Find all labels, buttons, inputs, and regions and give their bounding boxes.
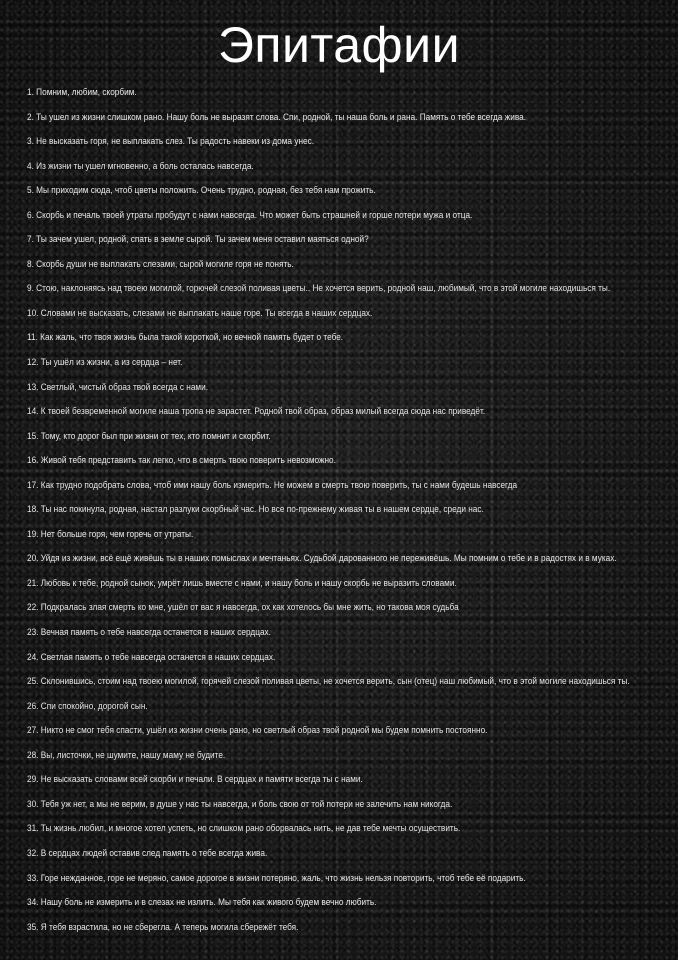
epitaph-item: 1. Помним, любим, скорбим. (27, 87, 137, 98)
epitaph-item: 12. Ты ушёл из жизни, а из сердца – нет. (27, 357, 183, 369)
epitaph-item: 30. Тебя уж нет, а мы не верим, в душе у нас ты навсегда, и боль свою от той потери не залечить нам никогда. (27, 798, 453, 810)
epitaph-item: 15. Тому, кто дорог был при жизни от тех, кто помнит и скорбит. (27, 430, 271, 442)
epitaph-item: 26. Спи спокойно, дорогой сын. (27, 700, 148, 712)
epitaph-item: 16. Живой тебя представить так легко, что в смерть твою поверить невозможно. (27, 455, 336, 467)
epitaph-item: 28. Вы, листочки, не шумите, нашу маму не будите. (27, 749, 226, 761)
epitaph-item: 29. Не высказать словами всей скорби и печали. В сердцах и памяти всегда ты с нами. (27, 774, 363, 786)
epitaph-item: 21. Любовь к тебе, родной сынок, умрёт лишь вместе с нами, и нашу боль и нашу скорбь не выразить словами. (27, 577, 457, 589)
page-title: Эпитафии (217, 17, 461, 73)
epitaph-item: 19. Нет больше горя, чем горечь от утраты. (27, 528, 194, 540)
epitaph-item: 13. Светлый, чистый образ твой всегда с нами. (27, 381, 209, 393)
epitaph-item: 20. Уйдя из жизни, всё ещё живёшь ты в наших помыслах и мечтаньях. Судьбой дарованного не переживёшь. Мы помним о тебе и в радостях и в муках. (27, 553, 617, 565)
epitaph-item: 33. Горе нежданное, горе не меряно, самое дорогое в жизни потеряно, жаль, что жизнь нельзя повторить, чтоб тебе её подарить. (27, 872, 526, 884)
epitaph-item: 7. Ты зачем ушел, родной, спать в земле сырой. Ты зачем меня оставил маяться одной? (27, 234, 369, 246)
epitaph-list (27, 84, 667, 943)
epitaph-item: 25. Склонившись, стоим над твоею могилой, горячей слезой поливая цветы, не хочется верить, сын (отец) наш любимый, что в этой могиле находишься ты. (27, 676, 630, 688)
epitaph-item: 34. Нашу боль не измерить и в слезах не излить. Мы тебя как живого будем вечно любить. (27, 897, 377, 909)
epitaph-item: 18. Ты нас покинула, родная, настал разлуки скорбный час. Но все по-прежнему живая ты в нашем сердце, среди нас. (27, 504, 484, 516)
epitaph-item: 32. В сердцах людей оставив след память о тебе всегда жива. (27, 847, 268, 859)
epitaph-item: 3. Не высказать горя, не выплакать слез. Ты радость навеки из дома унес. (27, 136, 315, 148)
epitaph-item: 10. Словами не высказать, слезами не выплакать наше горе. Ты всегда в наших сердцах. (27, 307, 373, 319)
epitaph-item: 4. Из жизни ты ушел мгновенно, а боль осталась навсегда. (27, 160, 254, 172)
epitaph-item: 5. Мы приходим сюда, чтоб цветы положить. Очень трудно, родная, без тебя нам прожить. (27, 185, 376, 197)
epitaph-item: 17. Как трудно подобрать слова, чтоб ими нашу боль измерить. Не можем в смерть твою поверить, ты с нами будешь навсегда (27, 479, 518, 491)
epitaph-item: 22. Подкралась злая смерть ко мне, ушёл от вас я навсегда, ох как хотелось бы мне жить, но такова моя судьба (27, 602, 459, 614)
epitaph-item: 35. Я тебя взрастила, но не сберегла. А теперь могила сбережёт тебя. (27, 921, 299, 933)
epitaph-item: 23. Вечная память о тебе навсегда останется в наших сердцах. (27, 627, 271, 639)
epitaph-item: 31. Ты жизнь любил, и многое хотел успеть, но слишком рано оборвалась нить, не дав тебе мечты осуществить. (27, 823, 461, 835)
epitaph-item: 2. Ты ушел из жизни слишком рано. Нашу боль не выразят слова. Спи, родной, ты наша боль и рана. Память о тебе всегда жива. (27, 111, 526, 123)
epitaph-item: 8. Скорбь души не выплакать слезами, сырой могиле горя не понять. (27, 258, 294, 270)
epitaph-item: 14. К твоей безвременной могиле наша тропа не зарастет. Родной твой образ, образ милый всегда сюда нас приведёт. (27, 406, 486, 418)
epitaph-item: 24. Светлая память о тебе навсегда останется в наших сердцах. (27, 651, 276, 663)
epitaph-item: 27. Никто не смог тебя спасти, ушёл из жизни очень рано, но светлый образ твой родной мы будем помнить постоянно. (27, 725, 488, 737)
epitaph-item: 6. Скорбь и печаль твоей утраты пробудут с нами навсегда. Что может быть страшней и горше потери мужа и отца. (27, 209, 473, 221)
epitaph-item: 11. Как жаль, что твоя жизнь была такой короткой, но вечной память будет о тебе. (27, 332, 344, 344)
epitaph-item: 9. Стою, наклоняясь над твоею могилой, горючей слезой поливая цветы.. Не хочется верить, родной наш, любимый, что в этой могиле находишься ты. (27, 283, 611, 295)
